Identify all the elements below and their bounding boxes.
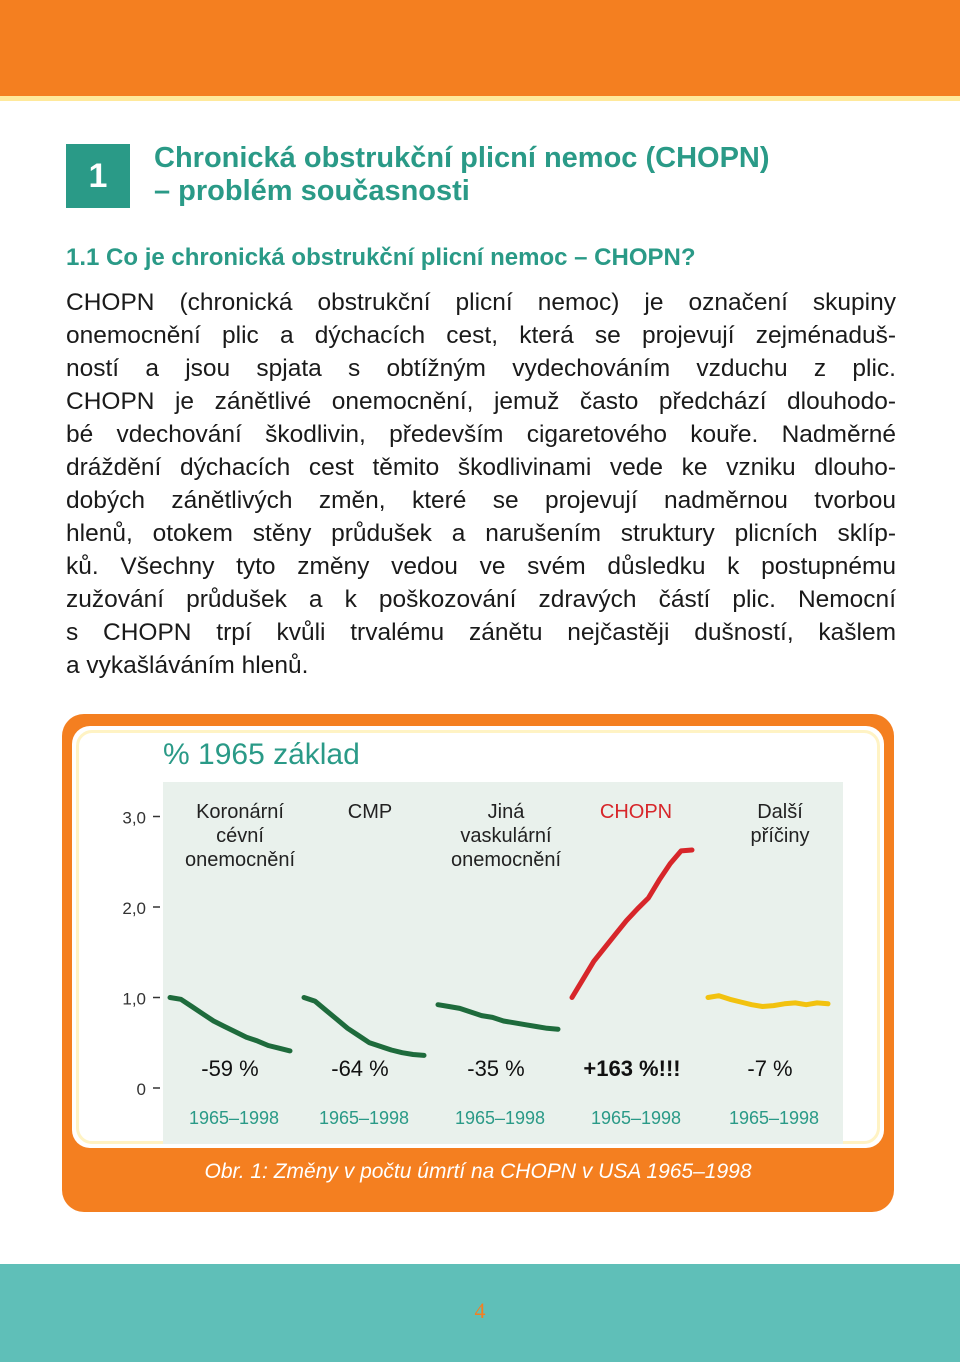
period-label: 1965–1998 [188,1108,280,1128]
change-label: -59 % [201,1056,259,1081]
chapter-title-line-2: – problém současnosti [154,175,470,207]
body-line: bé vdechování škodlivin, především cigaretového kouře. Nadměrné [66,421,896,448]
series-line [438,1005,558,1029]
body-line: s CHOPN trpí kvůli trvalému zánětu nejčastěji dušností, kašlem [66,619,896,646]
period-label: 1965–1998 [728,1108,820,1128]
figure-caption: Obr. 1: Změny v počtu úmrtí na CHOPN v USA 1965–1998 [204,1160,752,1183]
page-number: 4 [474,1298,486,1323]
series-line [708,996,828,1007]
body-line: ností a jsou spjata s obtížným vydechováním vzduchu z plic. [66,355,896,382]
body-line: dobých zánětlivých změn, které se projevují nadměrnou tvorbou [66,487,896,514]
section-title: 1.1 Co je chronická obstrukční plicní nemoc – CHOPN? [66,244,696,271]
series-name-label: cévní [216,825,264,847]
period-label: 1965–1998 [590,1108,682,1128]
change-label: -64 % [331,1056,389,1081]
body-line: hlenů, otokem stěny průdušek a narušením struktury plicních sklíp- [66,520,896,547]
series-name-label: Další [757,801,803,823]
chapter-title-line-1: Chronická obstrukční plicní nemoc (CHOPN) [154,142,770,174]
series-name-label: onemocnění [450,849,562,871]
series-name-label: vaskulární [460,825,552,847]
series-name-label: Jiná [487,801,525,823]
series-line [572,850,692,998]
body-line: CHOPN (chronická obstrukční plicní nemoc) je označení skupiny [66,289,896,316]
series-name-label: CMP [347,801,393,823]
change-label: -35 % [467,1056,525,1081]
series-line [304,998,424,1056]
body-line: zužování průdušek a k poškozování zdravých částí plic. Nemocní [66,586,896,613]
y-tick-label: 0 [136,1080,146,1099]
chapter-number-badge: 1 [66,144,130,208]
series-line [170,998,290,1051]
series-name-label: CHOPN [599,801,673,823]
body-line: ků. Všechny tyto změny vedou ve svém důsledku k postupnému [66,553,896,580]
change-label: +163 %!!! [583,1056,681,1081]
series-name-label: onemocnění [184,849,296,871]
period-label: 1965–1998 [318,1108,410,1128]
body-line: dráždění dýchacích cest těmito škodlivinami vede ke vzniku dlouho- [66,454,896,481]
chart-title: % 1965 základ [163,738,360,771]
series-name-label: příčiny [750,825,810,847]
series-name-label: Koronární [196,801,284,823]
change-label: -7 % [747,1056,793,1081]
body-line: a vykašláváním hlenů. [66,652,309,679]
y-tick-label: 3,0 [122,808,146,828]
y-tick-label: 2,0 [122,899,146,918]
body-line: CHOPN je zánětlivé onemocnění, jemuž často předchází dlouhodo- [66,388,896,415]
y-tick-label: 1,0 [122,989,146,1009]
period-label: 1965–1998 [454,1108,546,1128]
body-line: onemocnění plic a dýchacích cest, která se projevují zejménaduš- [66,322,896,349]
